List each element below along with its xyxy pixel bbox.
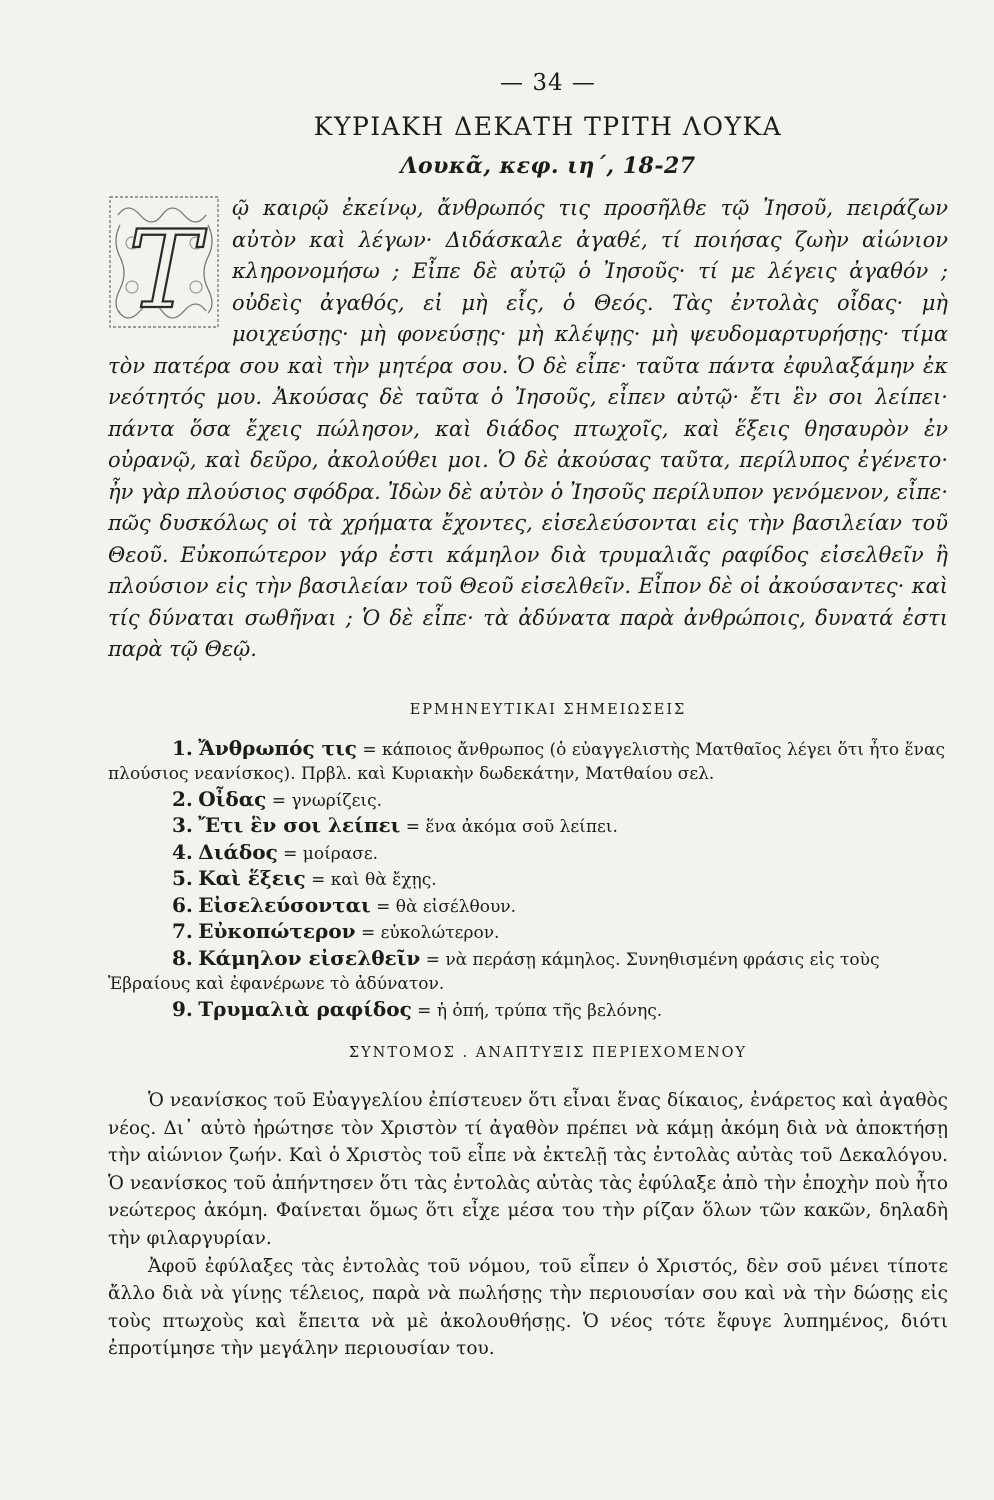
note-number: 9. (172, 996, 193, 1021)
gospel-text: ῷ καιρῷ ἐκείνῳ, ἄνθρωπός τις προσῆλθε τῷ Ἰησοῦ, πειράζων αὐτὸν καὶ λέγων· Διδάσκαλε ἀγαθέ, τί ποιήσας ζωὴν αἰώνιον κληρονομήσω ; Εἶπε δὲ αὐτῷ ὁ Ἰησοῦς· τί με λέγεις ἀγαθόν ; οὐδεὶς ἀγαθός, εἰ μὴ εἷς, ὁ Θεός. Τὰς ἐντολὰς οἶδας· μὴ μοιχεύσῃς· μὴ φονεύσῃς· μὴ κλέψῃς· μὴ ψευδομαρτυρήσῃς· τίμα τὸν πατέρα σου καὶ τὴν μητέρα σου. Ὁ δὲ εἶπε· ταῦτα πάντα ἐφυλαξάμην ἐκ νεότητός μου. Ἀκούσας δὲ ταῦτα ὁ Ἰησοῦς, εἶπεν αὐτῷ· ἔτι ἓν σοι λείπει· πάντα ὅσα ἔχεις πώλησον, καὶ διάδος πτωχοῖς, καὶ ἕξεις θησαυρὸν ἐν οὐρανῷ, καὶ δεῦρο, ἀκολούθει μοι. Ὁ δὲ ἀκούσας ταῦτα, περίλυπος ἐγένετο· ἦν γὰρ πλούσιος σφόδρα. Ἰδὼν δὲ αὐτὸν ὁ Ἰησοῦς περίλυπον γενόμενον, εἶπε· πῶς δυσκόλως οἱ τὰ χρήματα ἔχοντες, εἰσελεύσονται εἰς τὴν βασιλείαν τοῦ Θεοῦ. Εὐκοπώτερον γάρ ἐστι κάμηλον διὰ τρυμαλιᾶς ραφίδος εἰσελθεῖν ἢ πλούσιον εἰς τὴν βασιλείαν τοῦ Θεοῦ εἰσελθεῖν. Εἶπον δὲ οἱ ἀκούσαντες· καὶ τίς δύναται σωθῆναι ; Ὁ δὲ εἶπε· τὰ ἀδύνατα παρὰ ἀνθρώποις, δυνατά ἐστι παρὰ τῷ Θεῷ. (108, 196, 948, 661)
note-definition: = καὶ θὰ ἔχῃς. (311, 870, 437, 890)
note-number: 1. (172, 735, 193, 760)
note-term: Καὶ ἕξεις (198, 866, 306, 890)
note-term: Ἄνθρωπός τις (198, 735, 357, 760)
note-number: 5. (172, 866, 193, 890)
summary-paragraph: Ὁ νεανίσκος τοῦ Εὐαγγελίου ἐπίστευεν ὅτι εἶναι ἕνας δίκαιος, ἐνάρετος καὶ ἀγαθὸς νέος. Δι᾽ αὐτὸ ἠρώτησε τὸν Χριστὸν τί ἀγαθὸν πρέπει νὰ κάμῃ ἀκόμη διὰ νὰ ἀποκτήσῃ τὴν αἰώνιον ζωήν. Καὶ ὁ Χριστὸς τοῦ εἶπε νὰ ἐκτελῇ τὰς ἐντολὰς αὐτὰς τοῦ Δεκαλόγου. Ὁ νεανίσκος τοῦ ἀπήντησεν ὅτι τὰς ἐντολὰς αὐτὰς τὰς ἐφύλαξε ἀπὸ τὴν ἐποχὴν ποὺ ἦτο νεώτερος ἀκόμη. Φαίνεται ὅμως ὅτι εἶχε μέσα του τὴν ρίζαν ὅλων τῶν κακῶν, δηλαδὴ τὴν φιλαργυρίαν. (108, 1090, 948, 1249)
gospel-reading (108, 193, 948, 666)
summary-paragraph: Ἀφοῦ ἐφύλαξες τὰς ἐντολὰς τοῦ νόμου, τοῦ εἶπεν ὁ Χριστός, δὲν σοῦ μένει τίποτε ἄλλο διὰ νὰ γίνῃς τέλειος, παρὰ νὰ πωλήσῃς τὴν περιουσίαν σου καὶ νὰ τὴν δώσῃς εἰς τοὺς πτωχοὺς καὶ ἔπειτα νὰ μὲ ἀκολουθήσῃς. Ὁ νέος τότε ἔφυγε λυπημένος, διότι ἐπροτίμησε τὴν μεγάλην περιουσίαν του. (108, 1255, 948, 1360)
note-number: 3. (172, 813, 193, 837)
note-item (108, 787, 948, 814)
note-item (108, 893, 948, 920)
note-item (108, 736, 948, 787)
note-number: 6. (172, 892, 193, 917)
note-number: 7. (172, 919, 193, 943)
note-item (108, 866, 948, 893)
note-definition: = θὰ εἰσέλθουν. (376, 896, 517, 917)
page (108, 70, 948, 1363)
notes-title: ΕΡΜΗΝΕΥΤΙΚΑΙ ΣΗΜΕΙΩΣΕΙΣ (409, 701, 687, 718)
note-definition: = μοίρασε. (283, 843, 379, 864)
note-definition: = εὐκολώτερον. (360, 923, 500, 943)
note-definition: = ἕνα ἀκόμα σοῦ λείπει. (405, 817, 618, 837)
note-term: Κάμηλον εἰσελθεῖν (198, 945, 421, 970)
note-number: 2. (172, 786, 193, 811)
note-number: 8. (172, 945, 193, 970)
note-definition: = νὰ περάσῃ κάμηλος. Συνηθισμένη φράσις εἰς τοὺς Ἑβραίους καὶ ἐφανέρωνε τὸ ἀδύνατον. (108, 949, 880, 994)
note-definition: = ἡ ὀπή, τρύπα τῆς βελόνης. (417, 1000, 663, 1021)
note-item (108, 813, 948, 840)
note-term: Εὐκοπώτερον (198, 919, 356, 943)
summary-title: ΣΥΝΤΟΜΟΣ . ΑΝΑΠΤΥΞΙΣ ΠΕΡΙΕΧΟΜΕΝΟΥ (348, 1045, 748, 1061)
scripture-reference: Λουκᾶ, κεφ. ιη΄, 18-27 (400, 153, 696, 179)
note-term: Οἶδας (198, 786, 267, 811)
note-term: Διάδος (198, 839, 278, 864)
note-number: 4. (172, 839, 193, 864)
ornamental-initial-icon (108, 195, 220, 329)
note-definition: = γνωρίζεις. (271, 790, 382, 811)
initial-letter: Τ (127, 208, 201, 329)
note-item (108, 997, 948, 1024)
note-term: Τρυμαλιὰ ραφίδος (198, 996, 412, 1021)
note-item (108, 840, 948, 867)
note-term: Εἰσελεύσονται (198, 892, 371, 917)
page-title: ΚΥΡΙΑΚΗ ΔΕΚΑΤΗ ΤΡΙΤΗ ΛΟΥΚΑ (313, 112, 783, 141)
note-definition: = κάποιος ἄνθρωπος (ὁ εὐαγγελιστὴς Ματθαῖος λέγει ὅτι ἦτο ἕνας πλούσιος νεανίσκος). Πρβλ. καὶ Κυριακὴν δωδεκάτην, Ματθαίου σελ. (108, 739, 945, 784)
note-item (108, 919, 948, 946)
summary-body (108, 1087, 948, 1363)
note-term: Ἔτι ἓν σοι λείπει (198, 813, 401, 837)
notes-list (108, 736, 948, 1024)
note-item (108, 946, 948, 997)
page-number: — 34 — (500, 70, 596, 96)
